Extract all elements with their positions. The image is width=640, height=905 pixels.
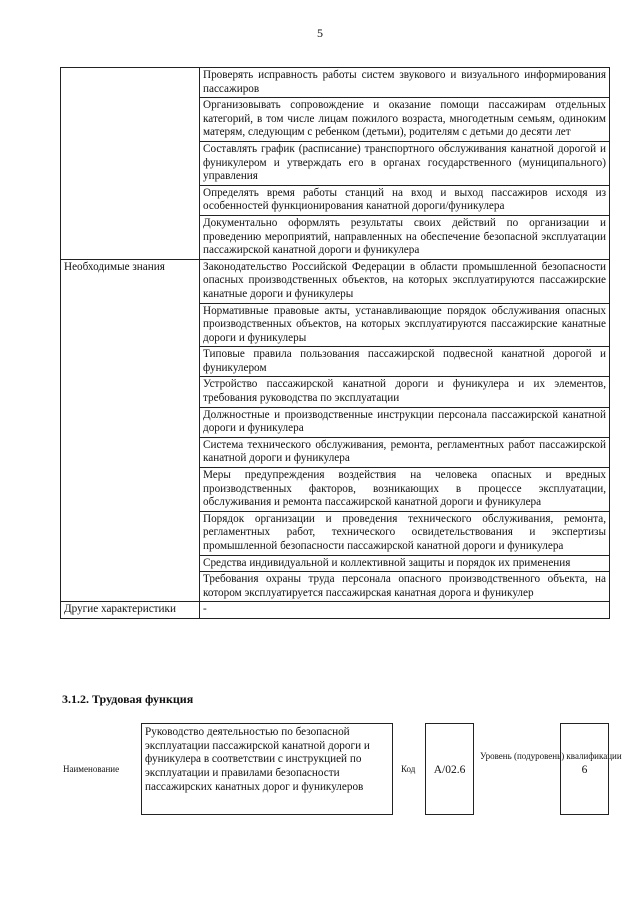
table-body [61, 68, 610, 619]
knowledge-skills-table [60, 67, 610, 619]
row-description: - [200, 602, 610, 619]
page-number: 5 [317, 26, 323, 40]
row-description: Составлять график (расписание) транспортного обслуживания канатной дорогой и фуникулером и утверждать его в органах государственного (муниципального) управления [200, 141, 610, 185]
row-category-label: Необходимые знания [61, 259, 200, 602]
code-label: Код [401, 764, 416, 774]
table-row [61, 602, 610, 619]
code-box: А/02.6 [425, 723, 474, 815]
table-row [61, 68, 610, 98]
row-description: Устройство пассажирской канатной дороги и фуникулера и их элементов, требования руководства по эксплуатации [200, 377, 610, 407]
row-description: Меры предупреждения воздействия на человека опасных и вредных производственных факторов, возникающих в процессе эксплуатации, обслуживания и ремонта пассажирской канатной дороги и фуникулера [200, 468, 610, 512]
row-description: Проверять исправность работы систем звукового и визуального информирования пассажиров [200, 68, 610, 98]
row-description: Законодательство Российской Федерации в области промышленной безопасности опасных производственных объектов, на которых эксплуатируются пассажирские канатные дороги и фуникулеры [200, 259, 610, 303]
row-description: Система технического обслуживания, ремонта, регламентных работ пассажирской канатной дороги и фуникулера [200, 437, 610, 467]
row-description: Типовые правила пользования пассажирской подвесной канатной дорогой и фуникулером [200, 347, 610, 377]
name-label: Наименование [63, 764, 120, 774]
section-title: 3.1.2. Трудовая функция [62, 692, 194, 706]
row-description: Должностные и производственные инструкции персонала пассажирской канатной дороги и фуникулера [200, 407, 610, 437]
qualification-level-box: 6 [560, 723, 609, 815]
row-description: Нормативные правовые акты, устанавливающие порядок обслуживания опасных производственных объектов, на которых эксплуатируются пассажирские канатные дороги и фуникулеры [200, 303, 610, 347]
function-name-box: Руководство деятельностью по безопасной эксплуатации пассажирской канатной дороги и фуникулера в соответствии с инструкцией по эксплуатации и правилами безопасности пассажирских канатных дорог и фуникулеров [141, 723, 393, 815]
table-row [61, 259, 610, 303]
row-description: Средства индивидуальной и коллективной защиты и порядок их применения [200, 555, 610, 572]
row-description: Требования охраны труда персонала опасного производственного объекта, на котором эксплуатируется пассажирская канатная дорога и фуникулер [200, 572, 610, 602]
row-category-label [61, 68, 200, 260]
row-description: Определять время работы станций на вход и выход пассажиров исходя из особенностей функционирования канатной дороги/фуникулера [200, 185, 610, 215]
row-description: Организовывать сопровождение и оказание помощи пассажирам отдельных категорий, в том числе лицам пожилого возраста, многодетным семьям, одиноким матерям, следующим с ребенком (детьми), родителям с детьми до десяти лет [200, 98, 610, 142]
qualification-level-label: Уровень (подуровень) квалификации [480, 751, 622, 761]
row-category-label: Другие характеристики [61, 602, 200, 619]
row-description: Порядок организации и проведения технического обслуживания, ремонта, регламентных работ, технического освидетельствования и экспертизы промышленной безопасности пассажирской канатной дороги и фуникулера [200, 511, 610, 555]
row-description: Документально оформлять результаты своих действий по организации и проведению мероприятий, направленных на обеспечение безопасной эксплуатации пассажирской канатной дороги и фуникулера [200, 215, 610, 259]
